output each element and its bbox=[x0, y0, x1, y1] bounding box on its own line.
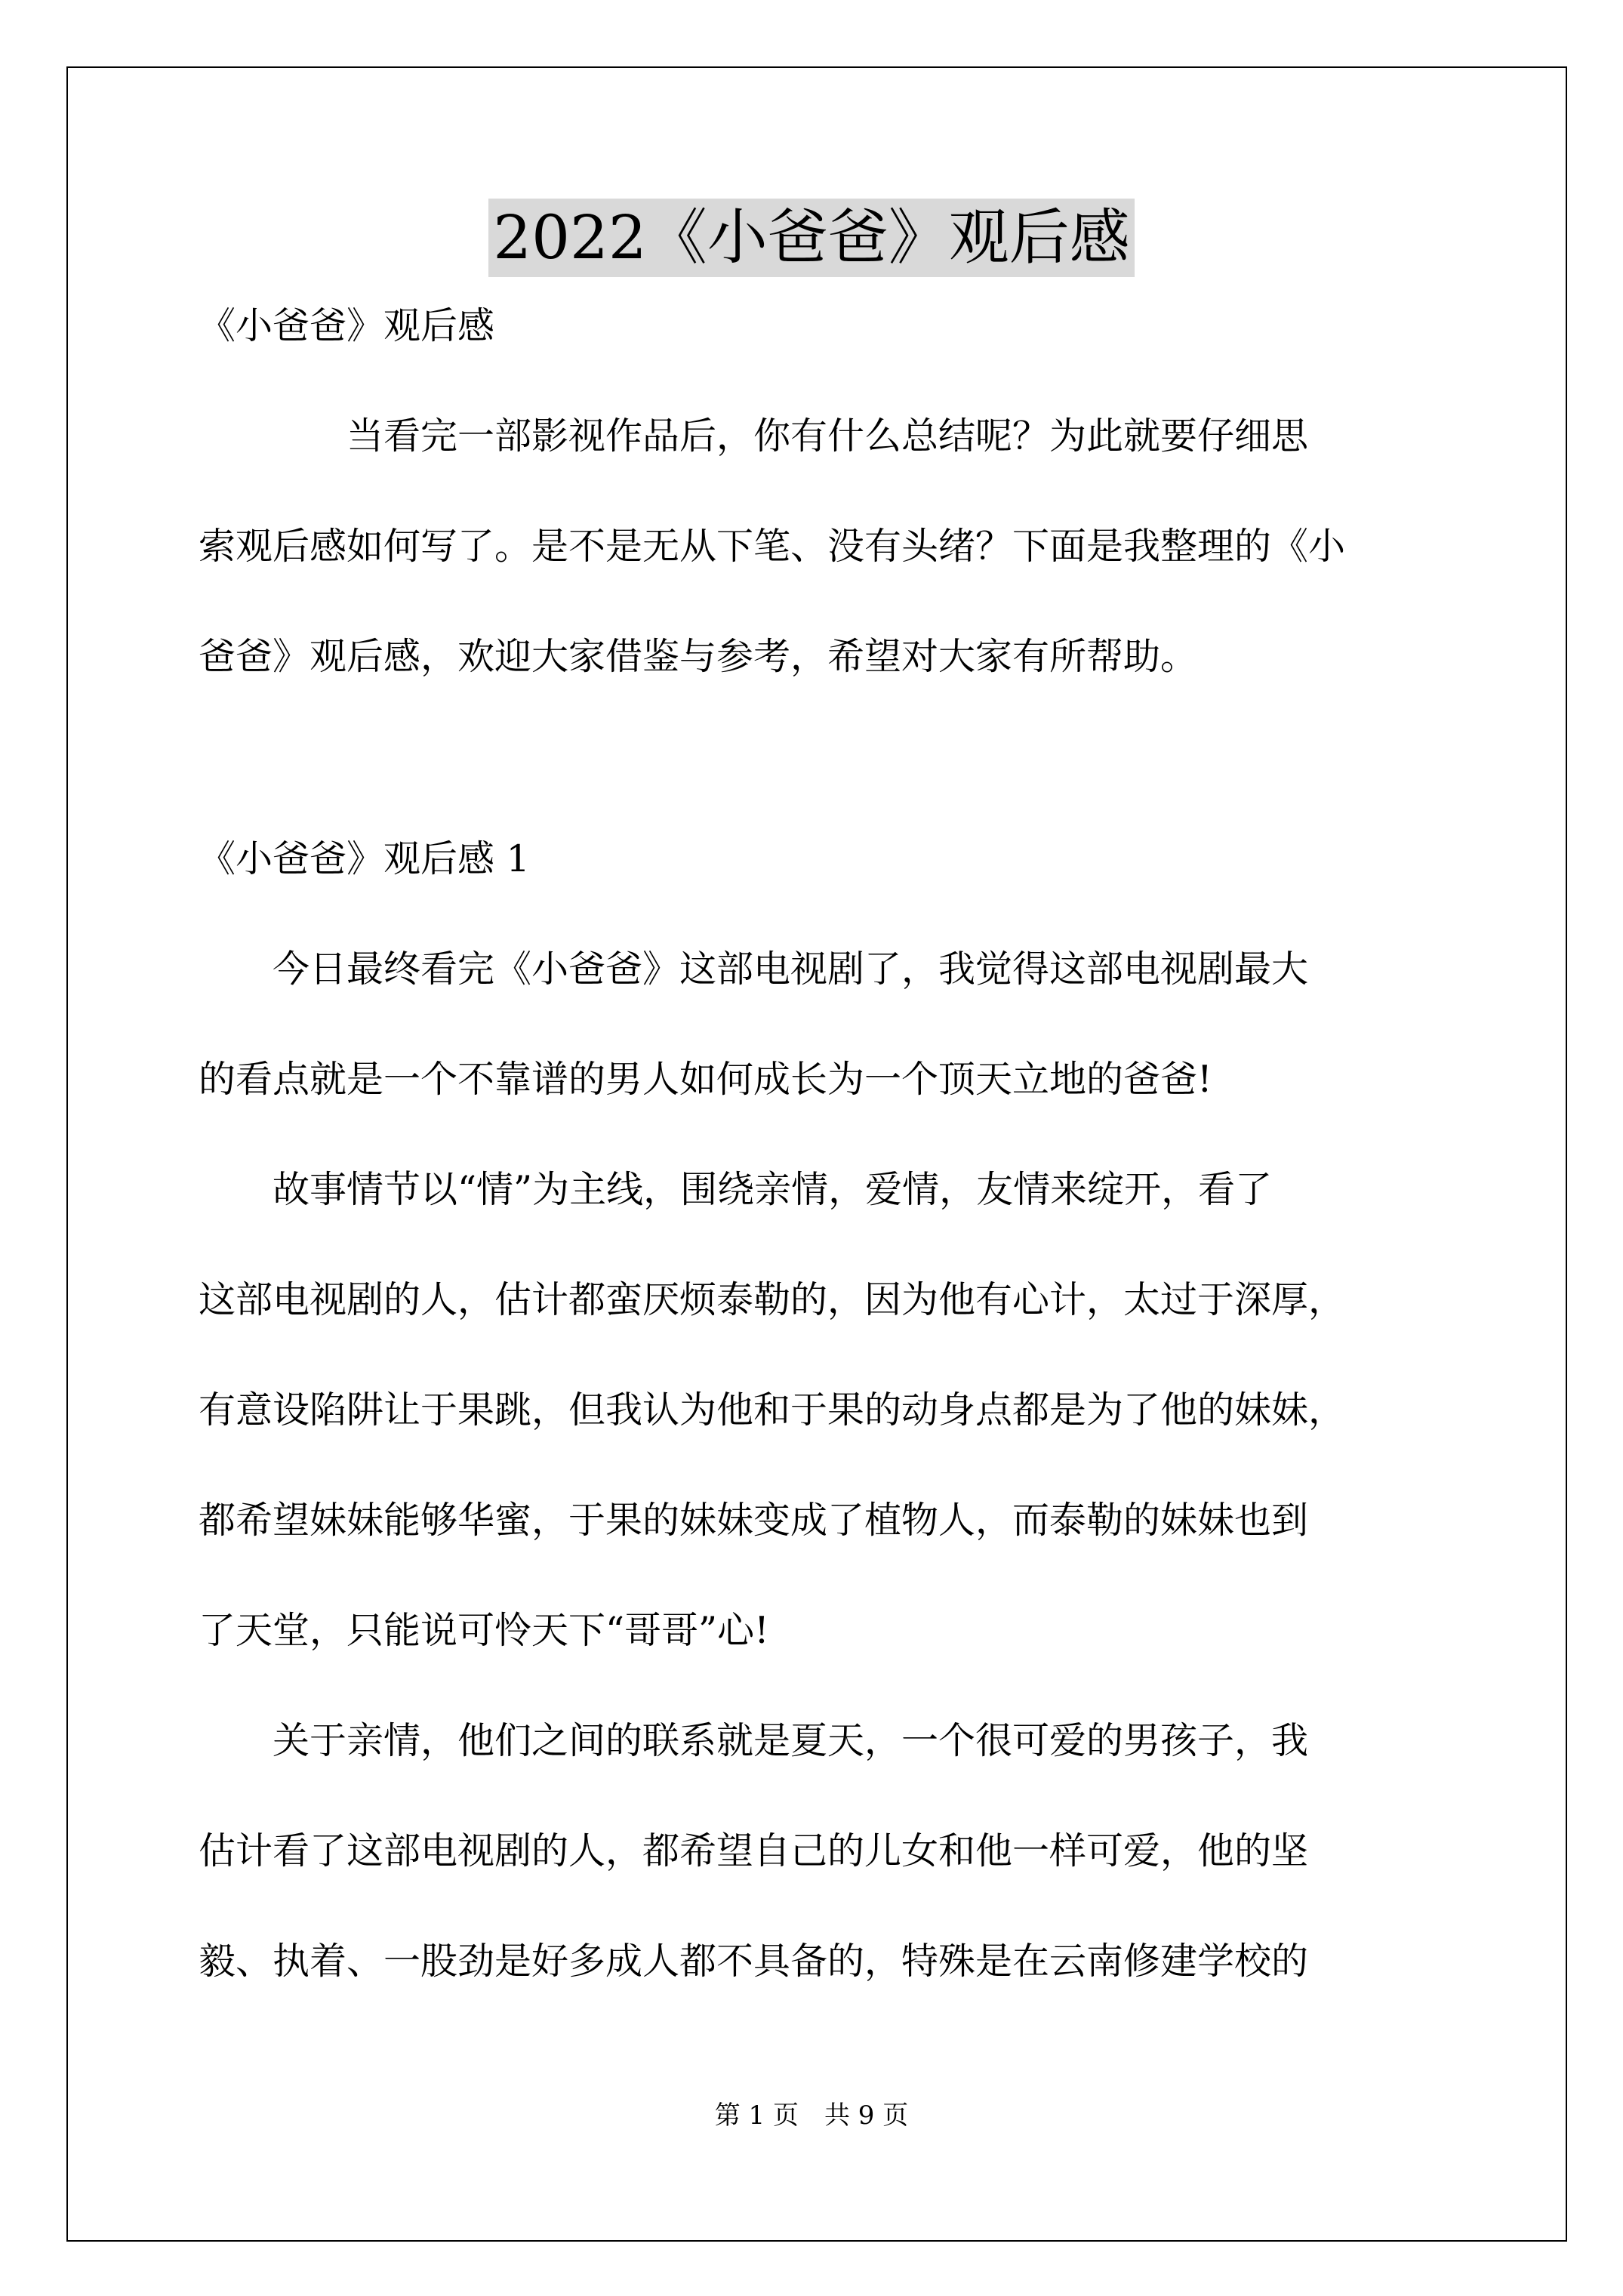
body-line: 有意设陷阱让于果跳，但我认为他和于果的动身点都是为了他的妹妹， bbox=[199, 1388, 1346, 1432]
section-heading: 《小爸爸》观后感 bbox=[199, 304, 495, 347]
document-body bbox=[199, 304, 1437, 1984]
body-line: 今日最终看完《小爸爸》这部电视剧了，我觉得这部电视剧最大 bbox=[199, 948, 1309, 991]
document-title: 2022《小爸爸》观后感 bbox=[488, 199, 1135, 277]
body-line: 索观后感如何写了。是不是无从下笔、没有头绪？下面是我整理的《小 bbox=[199, 525, 1346, 568]
body-line: 爸爸》观后感，欢迎大家借鉴与参考，希望对大家有所帮助。 bbox=[199, 635, 1198, 678]
body-line: 估计看了这部电视剧的人，都希望自己的儿女和他一样可爱，他的坚 bbox=[199, 1829, 1309, 1872]
body-line: 都希望妹妹能够华蜜，于果的妹妹变成了植物人，而泰勒的妹妹也到 bbox=[199, 1499, 1309, 1542]
body-line: 当看完一部影视作品后，你有什么总结呢？为此就要仔细思 bbox=[199, 415, 1309, 458]
body-line: 这部电视剧的人，估计都蛮厌烦泰勒的，因为他有心计，太过于深厚， bbox=[199, 1278, 1346, 1321]
page-number: 第 1 页 共 9 页 bbox=[714, 2100, 909, 2131]
title-container bbox=[0, 199, 1623, 277]
section-heading: 《小爸爸》观后感 1 bbox=[199, 837, 530, 880]
body-line: 故事情节以“情”为主线，围绕亲情，爱情，友情来绽开，看了 bbox=[199, 1168, 1273, 1211]
body-line: 关于亲情，他们之间的联系就是夏天，一个很可爱的男孩子，我 bbox=[199, 1719, 1309, 1762]
body-line: 的看点就是一个不靠谱的男人如何成长为一个顶天立地的爸爸! bbox=[199, 1058, 1212, 1101]
body-line: 毅、执着、一股劲是好多成人都不具备的，特殊是在云南修建学校的 bbox=[199, 1940, 1309, 1983]
body-line: 了天堂，只能说可怜天下“哥哥”心! bbox=[199, 1609, 769, 1652]
